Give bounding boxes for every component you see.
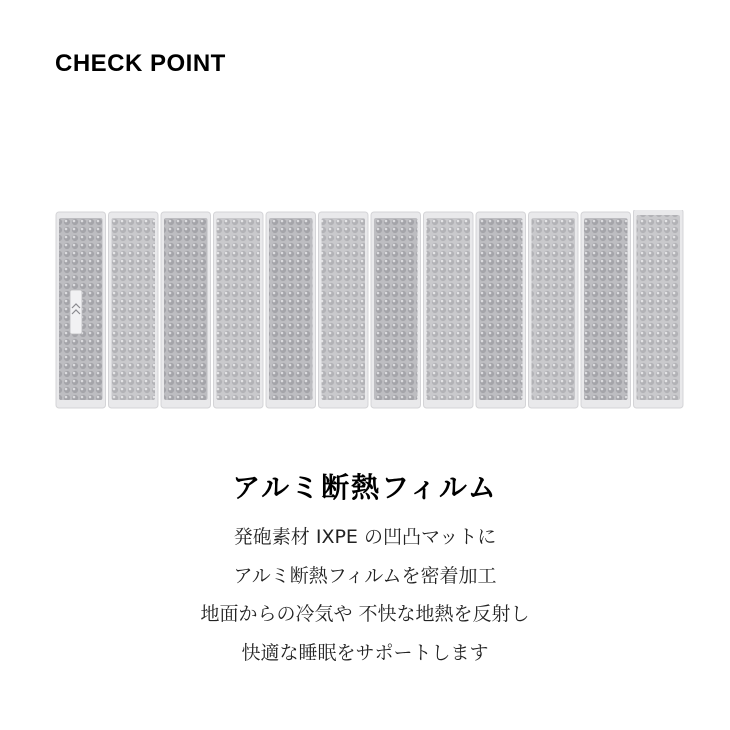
description-line: アルミ断熱フィルムを密着加工 (233, 564, 497, 587)
description-line: 発砲素材 IXPE の凹凸マットに (233, 526, 497, 548)
mat-panel-texture (322, 218, 366, 400)
feature-title: アルミ断熱フィルム (232, 471, 498, 504)
mat-panel-texture (584, 218, 628, 400)
brand-logo (70, 290, 82, 334)
mat-panel-texture (427, 218, 471, 400)
mat-panel-texture (269, 218, 313, 400)
description-line: 地面からの冷気や 不快な地熱を反射し (200, 603, 530, 625)
mat-panel-texture (112, 218, 156, 400)
mat-panel-texture (479, 218, 523, 400)
description-line: 快適な睡眠をサポートします (241, 641, 489, 664)
mat-panel-texture (374, 218, 418, 400)
feature-description (0, 518, 730, 672)
mat-panel-texture (217, 218, 261, 400)
mat-panel-texture (637, 215, 681, 400)
mat-panel-texture (164, 218, 208, 400)
sleeping-mat-image (55, 210, 685, 410)
mat-panel-texture (532, 218, 576, 400)
section-label: CHECK POINT (55, 50, 226, 77)
